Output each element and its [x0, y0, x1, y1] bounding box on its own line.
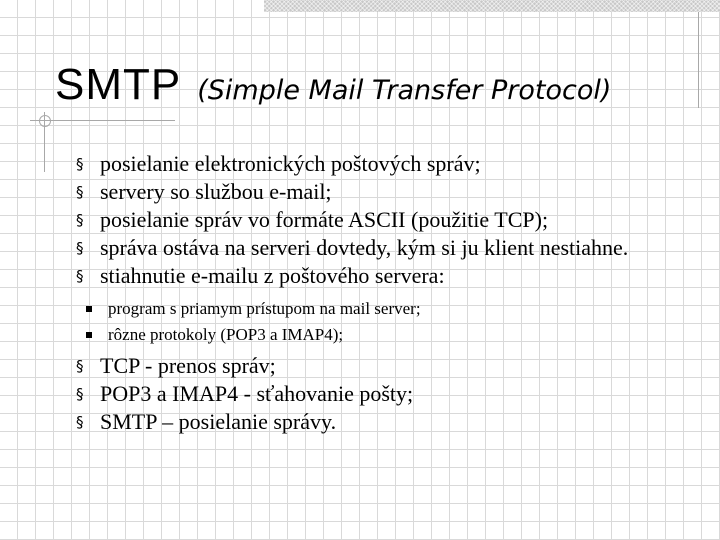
- bullet-icon: §: [76, 183, 84, 201]
- bullet-icon: §: [76, 239, 84, 257]
- slide-content: [76, 150, 706, 436]
- sub-list-item: [86, 322, 706, 348]
- list-item-text: posielanie správ vo formáte ASCII (použitie TCP);: [100, 207, 549, 232]
- sub-bullet-list: [86, 296, 706, 348]
- square-bullet-icon: [86, 332, 92, 338]
- sub-list-item-text: program s priamym prístupom na mail server;: [108, 299, 421, 318]
- list-item-text: POP3 a IMAP4 - sťahovanie pošty;: [100, 381, 414, 406]
- bullet-icon: §: [76, 413, 84, 431]
- bullet-list-bottom: [76, 352, 706, 436]
- decorative-title-rule: [30, 120, 175, 121]
- list-item: [76, 178, 706, 206]
- list-item: [76, 352, 706, 380]
- sub-list-item: [86, 296, 706, 322]
- bullet-icon: §: [76, 267, 84, 285]
- decorative-right-rule: [698, 12, 699, 108]
- list-item-text: servery so službou e-mail;: [100, 179, 332, 204]
- list-item-text: stiahnutie e-mailu z poštového servera:: [100, 263, 445, 288]
- list-item-text: správa ostáva na serveri dovtedy, kým si ju klient nestiahne.: [100, 235, 629, 260]
- bullet-list-top: [76, 150, 706, 290]
- list-item-text: TCP - prenos správ;: [100, 353, 276, 378]
- square-bullet-icon: [86, 306, 92, 312]
- list-item-text: SMTP – posielanie správy.: [100, 409, 337, 434]
- bullet-icon: §: [76, 357, 84, 375]
- list-item: [76, 262, 706, 290]
- decorative-circle: [39, 115, 51, 127]
- list-item: [76, 408, 706, 436]
- list-item: [76, 234, 706, 262]
- sub-list-item-text: rôzne protokoly (POP3 a IMAP4);: [108, 325, 344, 344]
- bullet-icon: §: [76, 155, 84, 173]
- list-item-text: posielanie elektronických poštových správ;: [100, 151, 481, 176]
- slide-title: [55, 60, 611, 110]
- bullet-icon: §: [76, 385, 84, 403]
- title-main: SMTP: [55, 60, 182, 109]
- title-subtitle: (Simple Mail Transfer Protocol): [197, 75, 612, 106]
- decorative-top-band: [264, 0, 720, 12]
- list-item: [76, 380, 706, 408]
- list-item: [76, 150, 706, 178]
- list-item: [76, 206, 706, 234]
- bullet-icon: §: [76, 211, 84, 229]
